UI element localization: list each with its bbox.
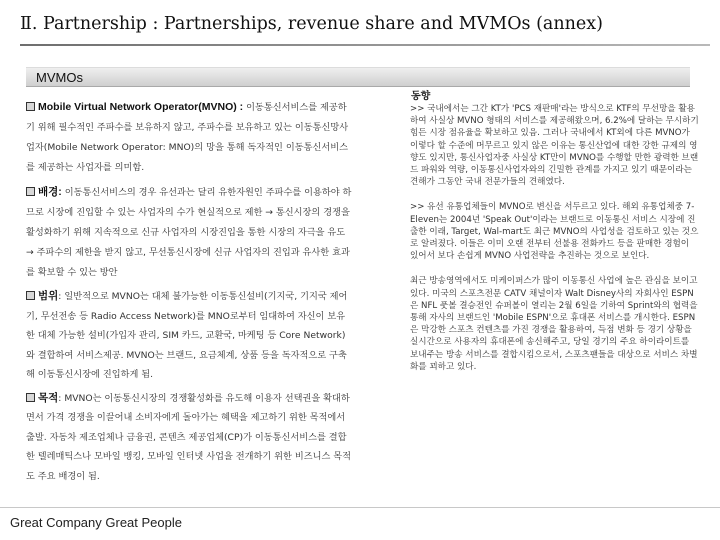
page-title: Ⅱ. Partnership : Partnerships, revenue share and MVMOs (annex) <box>20 14 603 34</box>
footer-divider <box>0 507 720 508</box>
scope-lead: 범위 <box>38 290 59 302</box>
section-header <box>26 67 690 87</box>
background-lead: 배경: <box>38 186 62 198</box>
checkbox-bullet-icon <box>26 102 35 111</box>
purpose-lead: 목적 <box>38 391 59 404</box>
definition-paragraph <box>26 97 352 178</box>
purpose-paragraph <box>26 389 352 487</box>
scope-text: : 일반적으로 MVNO는 대체 불가능한 이동통신설비(기지국, 기지국 제어기, 무선전송 등 Radio Access Network)를 MNO로부터 임대하여 자신이 보유한 대체 가능한 설비(가입자 관리, SIM 카드, 교환국, 마케팅 등 Core Network)와 결합하여 서비스제공. MVNO는 브랜드, 요금체계, 상품 등을 독자적으로 구축해 이동통신시장에 진입하게 됨. <box>26 291 348 380</box>
trend-paragraph-retail: >> 유선 유통업체들이 MVNO로 변신을 서두르고 있다. 해외 유통업체중 7-Eleven는 2004년 'Speak Out'이라는 브랜드로 이동통신 서비스 시장에 진출한 이래, Target, Wal-mart도 최근 MVNO의 사업성을 검토하고 있는 것으로 알려졌다. 이들은 이미 오랜 전부터 선불용 전화카드 등을 판매한 경험이 있어서 보다 손쉽게 MVNO 사업전략을 추진하는 것으로 보인다. <box>410 202 699 262</box>
definition-column <box>26 97 352 490</box>
trends-column <box>410 87 700 386</box>
background-paragraph <box>26 182 352 283</box>
purpose-text: : MVNO는 이동통신시장의 경쟁활성화를 유도해 이용자 선택권을 확대하면서 가격 경쟁을 이끌어내 소비자에게 돌아가는 혜택을 제고하기 위한 목적에서 출발. 자동차 제조업체나 금융권, 콘텐츠 제공업체(CP)가 이동통신서비스를 결합한 텔레매틱스나 모바일 뱅킹, 모바일 인터넷 사업을 전개하기 위한 비즈니스 목적도 주요 배경이 됨. <box>26 392 352 482</box>
definition-text: 이동통신서비스를 제공하기 위해 필수적인 주파수를 보유하지 않고, 주파수를 보유하고 있는 이동통신망사업자(Mobile Network Operator: MNO)의 망을 통해 독자적인 이동통신서비스를 제공하는 사업자를 의미함. <box>26 102 349 173</box>
background-text: 이동통신서비스의 경우 유선과는 달리 유한자원인 주파수를 이용하야 하므로 시장에 진입할 수 있는 사업자의 수가 현실적으로 제한 → 통신시장의 경쟁을 활성화하기 위해 지속적으로 신규 사업자의 시장진입을 통한 시장의 자극을 유도 → 주파수의 제한을 받지 않고, 무선통신시장에 신규 사업자의 진입과 유사한 효과를 확보할 수 있는 방안 <box>26 187 352 278</box>
scope-paragraph <box>26 287 352 385</box>
footer-tagline: Great Company Great People <box>10 515 182 530</box>
trend-paragraph-broadcast: 최근 방송영역에서도 미케이퍼스가 많이 이동통신 사업에 높은 관심을 보이고 있다. 미국의 스포츠전문 CATV 채널이자 Walt Disney사의 자회사인 ESPN은 NFL 풋볼 결승전인 슈퍼볼이 열리는 2월 6일을 기하여 Sprint와의 협력을 통해 자사의 브랜드인 'Mobile ESPN'으로 휴대폰 서비스를 개시한다. ESPN은 막강한 스포츠 컨텐츠를 가진 경쟁을 활용하여, 득점 변화 등 경기 상황을 실시간으로 사용자의 휴대폰에 송신해주고, 당일 경기의 주요 하이라이트를 보내주는 방송 서비스를 결합시킴으로서, 스포츠팬들을 대상으로 서비스 차별화를 꾀하고 있다. <box>410 276 698 372</box>
trend-paragraph-korea: >> 국내에서는 그간 KT가 'PCS 재판매'라는 방식으로 KTF의 무선망을 활용하여 사실상 MVNO 형태의 서비스를 제공해왔으며, 6.2%에 달하는 무시하기 힘든 시장 점유율을 확보하고 있음. 그러나 국내에서 KT외에 다른 MVNO가 이렇다 할 수준에 머무르고 있지 않은 이유는 통신산업에 대한 강한 규제의 영향도 있지만, 통신사업자중 사실상 KT만이 MVNO를 수행할 만한 광력한 브랜드 파워와 역량, 이동통신사업자와의 긴밀한 관계를 가지고 있기 때문이라는 견해가 그동안 국내 전문가들의 견해였다. <box>410 104 699 188</box>
checkbox-bullet-icon <box>26 393 35 402</box>
title-divider <box>20 44 710 46</box>
trends-heading: 동향 <box>411 91 431 102</box>
definition-lead: Mobile Virtual Network Operator(MVNO) : <box>38 101 244 113</box>
section-label: MVMOs <box>36 70 83 85</box>
checkbox-bullet-icon <box>26 291 35 300</box>
checkbox-bullet-icon <box>26 187 35 196</box>
